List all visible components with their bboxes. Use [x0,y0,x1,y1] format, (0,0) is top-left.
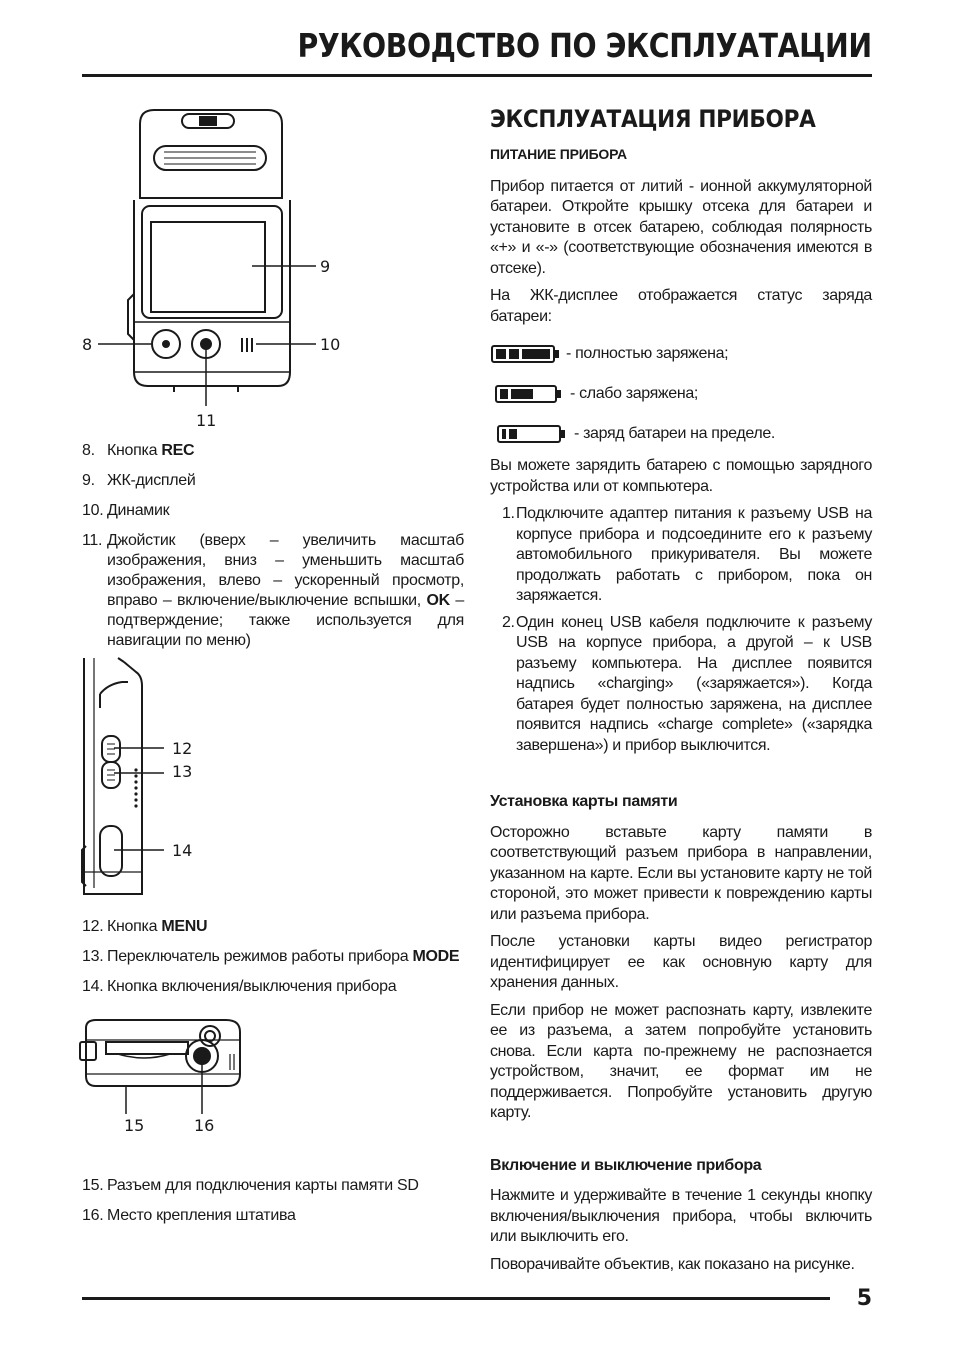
onoff-paragraph-1: Нажмите и удерживайте в течение 1 секунды кнопку включения/выключения прибора, чтобы включить или выключить его. [490,1187,872,1245]
battery-empty-row [490,414,872,454]
legend-item: 11. Джойстик (вверх – увеличить масштаб изображения, вниз – уменьшить масштаб изображения, влево – ускоренный просмотр, вправо – включение/выключение вспышки, OK – подтверждение; также используется для навигации по меню) [82,532,464,649]
callout-11: 11 [196,411,217,430]
card-paragraph-2: После установки карты видео регистратор идентифицирует ее как основную карту для хранения данных. [490,933,872,991]
callout-12: 12 [172,739,193,758]
card-paragraph-3: Если прибор не может распознать карту, извлеките ее из разъема, а затем попробуйте установить снова. Если карта по-прежнему не распознается устройством, значит, ее формат им не поддерживается. Попробуйте установить другую карту. [490,1001,872,1121]
device-front-figure [78,104,358,434]
legend-front [82,441,464,661]
legend-item: 9. ЖК-дисплей [82,472,196,489]
battery-empty-label: - заряд батареи на пределе. [574,424,775,442]
page-header-title: РУКОВОДСТВО ПО ЭКСПЛУАТАЦИИ [297,26,872,65]
legend-item: 12. Кнопка MENU [82,918,208,935]
device-front-drawing [78,104,358,434]
power-heading: ПИТАНИЕ ПРИБОРА [490,146,627,162]
power-paragraph-2: На ЖК-дисплее отображается статус заряда батареи: [490,287,872,325]
battery-full-icon [490,343,562,365]
legend-item: 15. Разъем для подключения карты памяти SD [82,1177,419,1194]
battery-empty-icon [496,423,570,445]
device-bottom-figure [78,1014,248,1139]
charge-step: 2. Один конец USB кабеля подключите к разъему USB на корпусе прибора, а другой – к USB разъему компьютера. На дисплее появится надпись «charging» («заряжается»). Когда батарея будет полностью заряжена, на дисплее появится надпись «charge complete» («зарядка завершена») и прибор выключится. [502,613,872,754]
header-rule [82,74,872,77]
device-side-drawing [78,656,218,901]
callout-16: 16 [194,1116,215,1135]
battery-low-label: - слабо заряжена; [570,384,698,402]
callout-15: 15 [124,1116,145,1135]
section-title: ЭКСПЛУАТАЦИЯ ПРИБОРА [490,105,816,133]
battery-low-icon [494,383,566,405]
legend-item: 16. Место крепления штатива [82,1207,296,1224]
device-side-figure [78,656,218,901]
callout-9: 9 [320,257,331,276]
legend-item: 8. Кнопка REC [82,442,195,459]
callout-8: 8 [82,335,93,354]
battery-full-label: - полностью заряжена; [566,344,729,362]
battery-low-row [490,374,872,414]
legend-item: 13. Переключатель режимов работы прибора MODE [82,948,460,965]
device-bottom-drawing [78,1014,248,1139]
onoff-heading: Включение и выключение прибора [490,1156,762,1174]
card-heading: Установка карты памяти [490,793,678,810]
onoff-paragraph-2: Поворачивайте объектив, как показано на рисунке. [490,1255,855,1273]
legend-bottom [82,1176,464,1236]
callout-10: 10 [320,335,341,354]
card-paragraph-1: Осторожно вставьте карту памяти в соответствующий разъем прибора в направлении, указанном на карте. Если вы установите карту не той стороной, это может привести к повреждению карты или разъема прибора. [490,823,872,923]
page-number: 5 [856,1286,872,1311]
charge-step: 1. Подключите адаптер питания к разъему USB на корпусе прибора и подсоедините его к разъему автомобильного прикуривателя. Вы можете продолжать работать с прибором, пока он заряжается. [502,505,872,604]
footer-rule [82,1297,830,1300]
legend-item: 14. Кнопка включения/выключения прибора [82,978,397,995]
battery-full-row [490,334,872,374]
callout-14: 14 [172,841,193,860]
legend-side [82,917,464,1007]
callout-13: 13 [172,762,193,781]
operation-section [490,104,872,1282]
charge-steps [502,504,872,756]
legend-item: 10. Динамик [82,502,170,519]
power-paragraph-1: Прибор питается от литий - ионной аккумуляторной батареи. Откройте крышку отсека для батареи и установите в отсек батарею, соблюдая полярность «+» и «-» (соответствующие обозначения имеются в отсеке). [490,177,872,277]
charge-intro: Вы можете зарядить батарею с помощью зарядного устройства или от компьютера. [490,457,872,495]
